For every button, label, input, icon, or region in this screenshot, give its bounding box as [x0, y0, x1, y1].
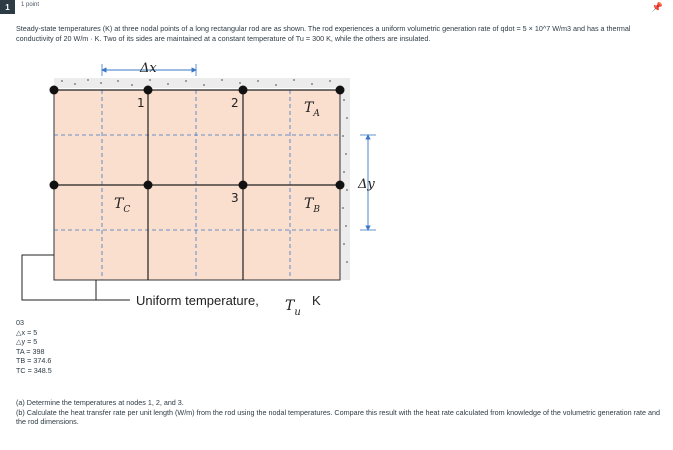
dx-label: Δx: [140, 61, 157, 76]
unit-label: K: [312, 293, 321, 308]
pin-icon[interactable]: 📌: [651, 2, 663, 12]
tu-label: $T_u$: [285, 298, 301, 318]
ta-label: $T_A$: [304, 100, 320, 119]
node-b: [336, 181, 345, 190]
node-3-label: 3: [231, 191, 239, 205]
dy-label: Δy: [358, 177, 375, 192]
question-points: 1 point: [21, 2, 40, 8]
given-values: [16, 318, 52, 376]
node-2-label: 2: [231, 96, 239, 110]
node-1: [144, 86, 153, 95]
node-c-left: [50, 181, 59, 190]
given-tb: TB = 374.6: [16, 356, 52, 366]
node-a: [336, 86, 345, 95]
tb-label: $T_B$: [304, 196, 320, 215]
tc-label: $T_C$: [114, 196, 131, 215]
node-c: [144, 181, 153, 190]
given-code: 03: [16, 318, 24, 327]
node-1-label: 1: [137, 96, 145, 110]
given-dy: △y = 5: [16, 337, 38, 347]
node-corner-top-left: [50, 86, 59, 95]
given-tc: TC = 348.5: [16, 365, 52, 375]
given-ta: TA = 398: [16, 346, 45, 356]
node-2: [239, 86, 248, 95]
given-dx: △x = 5: [16, 327, 38, 337]
question-number-badge: 1: [0, 0, 15, 14]
problem-statement: Steady-state temperatures (K) at three nodal points of a long rectangular rod are as shown. The rod experiences a uniform volumetric generation rate of qdot = 5 × 10^7 W/m3 and has a thermal conductivity of 20 W/m · K. Two of its sides are maintained at a constant temperature of Tu = 300 K, while the others are insulated.: [16, 24, 631, 43]
node-3: [239, 181, 248, 190]
question-part-b: (b) Calculate the heat transfer rate per unit length (W/m) from the rod using the nodal temperatures. Compare this result with the heat rate calculated from knowledge of the volumetric generation rate and the rod dimensions.: [16, 407, 661, 426]
question-part-a: (a) Determine the temperatures at nodes 1, 2, and 3.: [16, 398, 184, 407]
uniform-temperature-label: Uniform temperature,: [136, 293, 259, 308]
question-parts: [16, 398, 666, 427]
